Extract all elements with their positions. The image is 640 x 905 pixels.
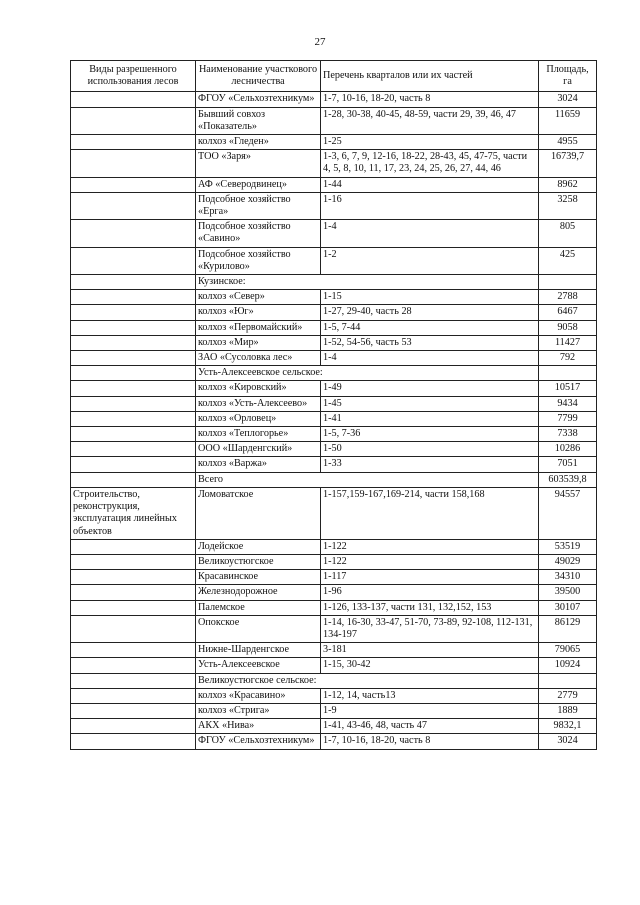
use-type-cell-empty xyxy=(71,381,196,396)
group-title-row xyxy=(71,673,597,688)
table-row xyxy=(71,688,597,703)
use-type-cell-empty xyxy=(71,320,196,335)
use-type-cell-empty xyxy=(71,192,196,219)
area-value: 1889 xyxy=(539,703,597,718)
empty-area-cell xyxy=(539,673,597,688)
group-title-row xyxy=(71,366,597,381)
area-value: 7051 xyxy=(539,457,597,472)
area-value: 11427 xyxy=(539,335,597,350)
table-row xyxy=(71,734,597,749)
blocks-list: 1-4 xyxy=(321,220,539,247)
area-value: 3024 xyxy=(539,92,597,107)
total-label: Всего xyxy=(196,472,539,487)
total-value: 603539,8 xyxy=(539,472,597,487)
forestry-name: Железнодорожное xyxy=(196,585,321,600)
header-blocks-list: Перечень кварталов или их частей xyxy=(321,61,539,92)
area-value: 425 xyxy=(539,247,597,274)
forestry-name: колхоз «Мир» xyxy=(196,335,321,350)
table-row xyxy=(71,220,597,247)
use-type-cell-empty xyxy=(71,643,196,658)
area-value: 3258 xyxy=(539,192,597,219)
blocks-list: 1-96 xyxy=(321,585,539,600)
group-title: Усть-Алексеевское сельское: xyxy=(196,366,539,381)
area-value: 10517 xyxy=(539,381,597,396)
forestry-name: ФГОУ «Сельхозтехникум» xyxy=(196,92,321,107)
table-row xyxy=(71,335,597,350)
use-type-cell-empty xyxy=(71,335,196,350)
area-value: 53519 xyxy=(539,539,597,554)
use-type-cell-empty xyxy=(71,150,196,177)
area-value: 79065 xyxy=(539,643,597,658)
total-row xyxy=(71,472,597,487)
forestry-name: Усть-Алексеевское xyxy=(196,658,321,673)
page-number: 27 xyxy=(314,36,326,48)
group-title-row xyxy=(71,275,597,290)
blocks-list: 1-122 xyxy=(321,554,539,569)
blocks-list: 1-7, 10-16, 18-20, часть 8 xyxy=(321,92,539,107)
table-row xyxy=(71,457,597,472)
forestry-name: колхоз «Кировский» xyxy=(196,381,321,396)
area-value: 9832,1 xyxy=(539,719,597,734)
use-type-cell-empty xyxy=(71,673,196,688)
use-type-cell-empty xyxy=(71,177,196,192)
blocks-list: 1-4 xyxy=(321,351,539,366)
forestry-name: Нижне-Шарденгское xyxy=(196,643,321,658)
table-row xyxy=(71,600,597,615)
forestry-name: колхоз «Варжа» xyxy=(196,457,321,472)
table-header-row xyxy=(71,61,597,92)
table-row xyxy=(71,247,597,274)
header-forestry-name: Наименование участкового лесничества xyxy=(196,61,321,92)
area-value: 10924 xyxy=(539,658,597,673)
table-row xyxy=(71,487,597,539)
area-value: 7338 xyxy=(539,427,597,442)
block2-body xyxy=(71,487,597,749)
area-value: 7799 xyxy=(539,411,597,426)
table-row xyxy=(71,177,597,192)
use-type-cell-empty xyxy=(71,275,196,290)
area-value: 792 xyxy=(539,351,597,366)
forestry-name: колхоз «Красавино» xyxy=(196,688,321,703)
use-type-cell-empty xyxy=(71,351,196,366)
use-type-cell-empty xyxy=(71,290,196,305)
table-row xyxy=(71,381,597,396)
blocks-list: 1-44 xyxy=(321,177,539,192)
forestry-name: колхоз «Теплогорье» xyxy=(196,427,321,442)
use-type-cell-empty xyxy=(71,442,196,457)
area-value: 10286 xyxy=(539,442,597,457)
forestry-name: АФ «Северодвинец» xyxy=(196,177,321,192)
use-type-cell-empty xyxy=(71,570,196,585)
table-row xyxy=(71,585,597,600)
table-row xyxy=(71,92,597,107)
use-type-cell-empty xyxy=(71,703,196,718)
blocks-list: 1-15, 30-42 xyxy=(321,658,539,673)
empty-area-cell xyxy=(539,366,597,381)
table-row xyxy=(71,351,597,366)
blocks-list: 1-126, 133-137, части 131, 132,152, 153 xyxy=(321,600,539,615)
area-value: 2788 xyxy=(539,290,597,305)
area-value: 4955 xyxy=(539,135,597,150)
blocks-list: 1-49 xyxy=(321,381,539,396)
table-row xyxy=(71,411,597,426)
use-type-cell-empty xyxy=(71,554,196,569)
area-value: 9434 xyxy=(539,396,597,411)
table-row xyxy=(71,442,597,457)
use-type-cell-empty xyxy=(71,734,196,749)
blocks-list: 1-41, 43-46, 48, часть 47 xyxy=(321,719,539,734)
forestry-name: Великоустюгское xyxy=(196,554,321,569)
use-type-cell-empty xyxy=(71,366,196,381)
table-row xyxy=(71,290,597,305)
use-type-cell: Строительство, реконструкция, эксплуатация линейных объектов xyxy=(71,487,196,539)
block1-body xyxy=(71,92,597,487)
blocks-list: 1-122 xyxy=(321,539,539,554)
use-type-cell-empty xyxy=(71,107,196,134)
forestry-name: Подсобное хозяйство «Курилово» xyxy=(196,247,321,274)
empty-area-cell xyxy=(539,275,597,290)
blocks-list: 1-28, 30-38, 40-45, 48-59, части 29, 39, 46, 47 xyxy=(321,107,539,134)
area-value: 9058 xyxy=(539,320,597,335)
table-row xyxy=(71,719,597,734)
use-type-cell-empty xyxy=(71,658,196,673)
forestry-name: колхоз «Первомайский» xyxy=(196,320,321,335)
area-value: 16739,7 xyxy=(539,150,597,177)
table-row xyxy=(71,554,597,569)
use-type-cell-empty xyxy=(71,396,196,411)
area-value: 30107 xyxy=(539,600,597,615)
forestry-name: Подсобное хозяйство «Ерга» xyxy=(196,192,321,219)
blocks-list: 1-52, 54-56, часть 53 xyxy=(321,335,539,350)
use-type-cell-empty xyxy=(71,472,196,487)
forestry-name: Опокское xyxy=(196,615,321,642)
table-row xyxy=(71,570,597,585)
table-row xyxy=(71,396,597,411)
blocks-list: 1-117 xyxy=(321,570,539,585)
area-value: 34310 xyxy=(539,570,597,585)
blocks-list: 1-50 xyxy=(321,442,539,457)
use-type-cell-empty xyxy=(71,719,196,734)
use-type-cell-empty xyxy=(71,411,196,426)
table-row xyxy=(71,539,597,554)
table-row xyxy=(71,192,597,219)
use-type-cell xyxy=(71,92,196,107)
group-title: Великоустюгское сельское: xyxy=(196,673,539,688)
table-row xyxy=(71,615,597,642)
blocks-list: 1-16 xyxy=(321,192,539,219)
use-type-cell-empty xyxy=(71,427,196,442)
use-type-cell-empty xyxy=(71,615,196,642)
blocks-list: 1-14, 16-30, 33-47, 51-70, 73-89, 92-108, 112-131, 134-197 xyxy=(321,615,539,642)
blocks-list: 1-45 xyxy=(321,396,539,411)
use-type-cell-empty xyxy=(71,457,196,472)
table-row xyxy=(71,320,597,335)
blocks-list: 3-181 xyxy=(321,643,539,658)
table-row xyxy=(71,107,597,134)
table-row xyxy=(71,150,597,177)
forestry-name: ТОО «Заря» xyxy=(196,150,321,177)
area-value: 39500 xyxy=(539,585,597,600)
blocks-list: 1-3, 6, 7, 9, 12-16, 18-22, 28-43, 45, 47-75, части 4, 5, 8, 10, 11, 17, 23, 24, 25, 26, 27, 44, 46 xyxy=(321,150,539,177)
forestry-name: Палемское xyxy=(196,600,321,615)
blocks-list: 1-5, 7-44 xyxy=(321,320,539,335)
forestry-name: колхоз «Юг» xyxy=(196,305,321,320)
table-row xyxy=(71,703,597,718)
blocks-list: 1-157,159-167,169-214, части 158,168 xyxy=(321,487,539,539)
use-type-cell-empty xyxy=(71,600,196,615)
use-type-cell-empty xyxy=(71,247,196,274)
area-value: 2779 xyxy=(539,688,597,703)
blocks-list: 1-9 xyxy=(321,703,539,718)
area-value: 94557 xyxy=(539,487,597,539)
use-type-cell-empty xyxy=(71,688,196,703)
blocks-list: 1-33 xyxy=(321,457,539,472)
blocks-list: 1-15 xyxy=(321,290,539,305)
blocks-list: 1-12, 14, часть13 xyxy=(321,688,539,703)
area-value: 3024 xyxy=(539,734,597,749)
forest-use-table xyxy=(70,60,597,750)
blocks-list: 1-25 xyxy=(321,135,539,150)
area-value: 11659 xyxy=(539,107,597,134)
forestry-name: колхоз «Усть-Алексеево» xyxy=(196,396,321,411)
table-row xyxy=(71,658,597,673)
forestry-name: Бывший совхоз «Показатель» xyxy=(196,107,321,134)
use-type-cell-empty xyxy=(71,305,196,320)
area-value: 6467 xyxy=(539,305,597,320)
use-type-cell-empty xyxy=(71,135,196,150)
header-area: Площадь, га xyxy=(539,61,597,92)
forestry-name: Ломоватское xyxy=(196,487,321,539)
use-type-cell-empty xyxy=(71,585,196,600)
blocks-list: 1-7, 10-16, 18-20, часть 8 xyxy=(321,734,539,749)
use-type-cell-empty xyxy=(71,539,196,554)
group-title: Кузинское: xyxy=(196,275,539,290)
blocks-list: 1-41 xyxy=(321,411,539,426)
area-value: 8962 xyxy=(539,177,597,192)
forestry-name: ЗАО «Сусоловка лес» xyxy=(196,351,321,366)
forestry-name: колхоз «Стрига» xyxy=(196,703,321,718)
table-row xyxy=(71,643,597,658)
header-use-type: Виды разрешенного использования лесов xyxy=(71,61,196,92)
table-row xyxy=(71,305,597,320)
use-type-cell-empty xyxy=(71,220,196,247)
forestry-name: ФГОУ «Сельхозтехникум» xyxy=(196,734,321,749)
forestry-name: Лодейское xyxy=(196,539,321,554)
forestry-name: ООО «Шарденгский» xyxy=(196,442,321,457)
forestry-name: колхоз «Орловец» xyxy=(196,411,321,426)
blocks-list: 1-2 xyxy=(321,247,539,274)
blocks-list: 1-27, 29-40, часть 28 xyxy=(321,305,539,320)
area-value: 49029 xyxy=(539,554,597,569)
table-row xyxy=(71,135,597,150)
forestry-name: колхоз «Север» xyxy=(196,290,321,305)
table-row xyxy=(71,427,597,442)
area-value: 86129 xyxy=(539,615,597,642)
forestry-name: Красавинское xyxy=(196,570,321,585)
forestry-name: колхоз «Гледен» xyxy=(196,135,321,150)
area-value: 805 xyxy=(539,220,597,247)
forestry-name: Подсобное хозяйство «Савино» xyxy=(196,220,321,247)
blocks-list: 1-5, 7-36 xyxy=(321,427,539,442)
forestry-name: АКХ «Нива» xyxy=(196,719,321,734)
